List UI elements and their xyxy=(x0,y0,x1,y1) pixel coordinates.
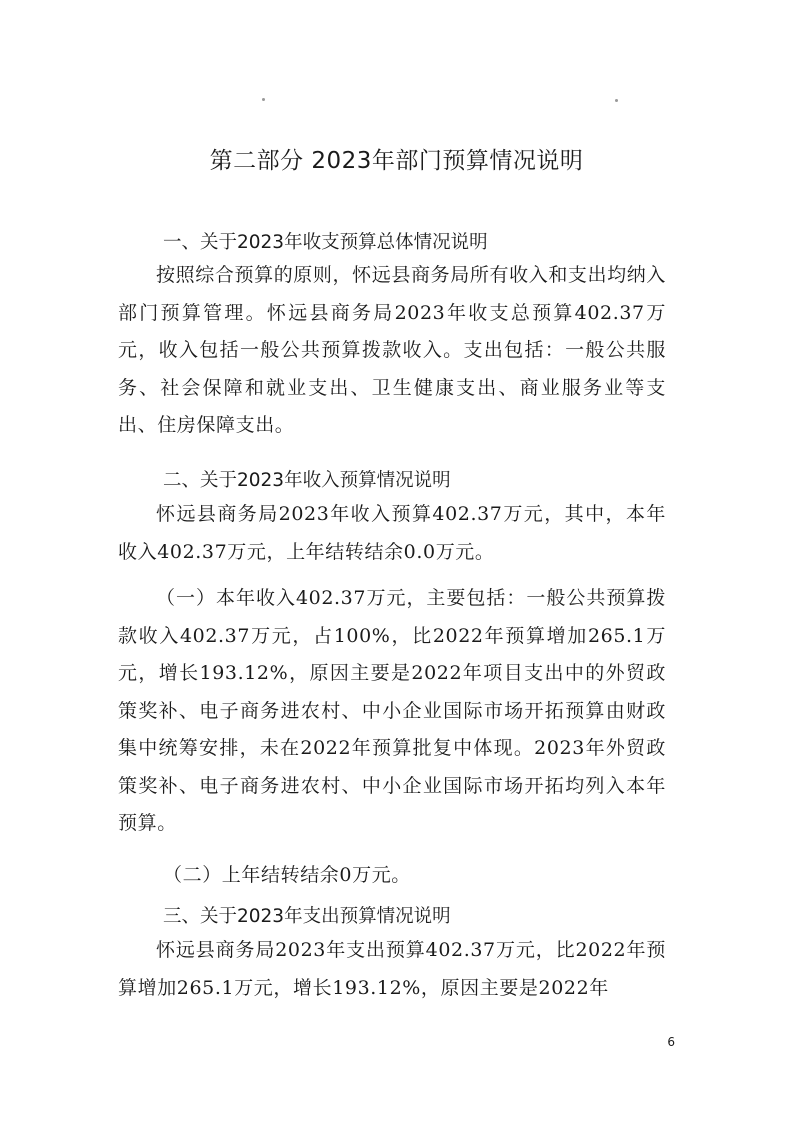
paragraph-income-summary: 怀远县商务局2023年收入预算402.37万元，其中，本年收入402.37万元，上年结转结余0.0万元。 xyxy=(118,503,666,563)
paragraph-expenditure: 怀远县商务局2023年支出预算402.37万元，比2022年预算增加265.1万元，增长193.12%，原因主要是2022年 xyxy=(118,939,666,999)
section-heading-overall: 一、关于2023年收支预算总体情况说明 xyxy=(163,232,488,253)
paragraph-overall: 按照综合预算的原则，怀远县商务局所有收入和支出均纳入部门预算管理。怀远县商务局2023年收支总预算402.37万元，收入包括一般公共预算拨款收入。支出包括：一般公共服务、社会保障和就业支出、卫生健康支出、商业服务业等支出、住房保障支出。 xyxy=(118,264,666,436)
page-title: 第二部分 2023年部门预算情况说明 xyxy=(209,148,584,174)
section-heading-income: 二、关于2023年收入预算情况说明 xyxy=(163,470,451,491)
paragraph-carryover: （二）上年结转结余0万元。 xyxy=(163,864,411,886)
section-heading-expenditure: 三、关于2023年支出预算情况说明 xyxy=(163,906,451,927)
scan-mark-dot xyxy=(615,99,618,102)
scan-mark-dot xyxy=(262,98,265,101)
paragraph-current-year-income: （一）本年收入402.37万元，主要包括：一般公共预算拨款收入402.37万元，占100%，比2022年预算增加265.1万元，增长193.12%，原因主要是2022年项目支出中的外贸政策奖补、电子商务进农村、中小企业国际市场开拓预算由财政集中统筹安排，未在2022年预算批复中体现。2023年外贸政策奖补、电子商务进农村、中小企业国际市场开拓均列入本年预算。 xyxy=(118,587,666,834)
page-number: 6 xyxy=(667,1035,675,1049)
